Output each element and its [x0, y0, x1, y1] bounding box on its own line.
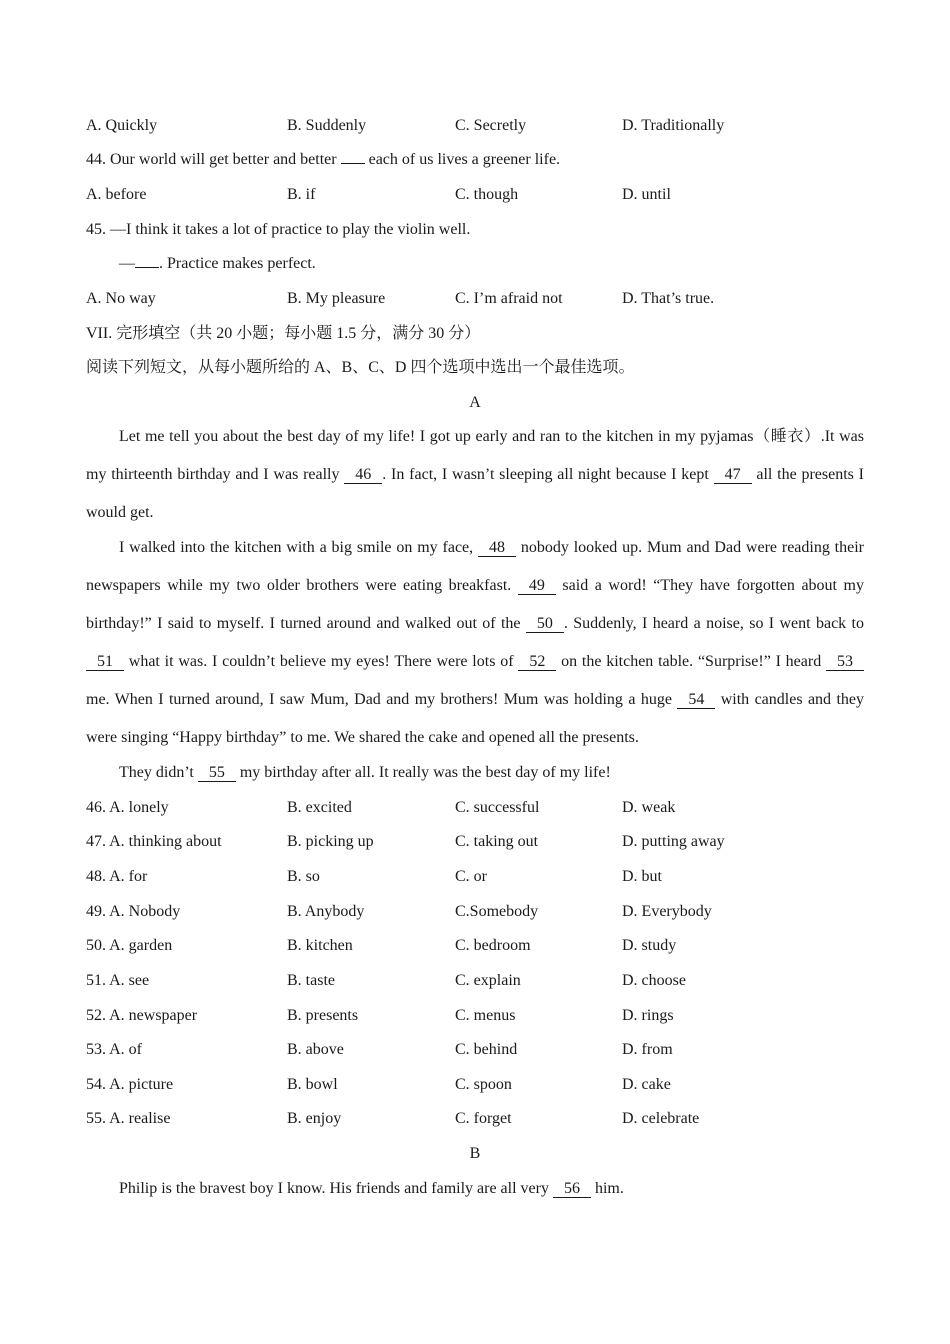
question-row — [86, 832, 864, 852]
q45-line2-end: . Practice makes perfect. — [159, 255, 316, 272]
blank-54: 54 — [677, 692, 715, 709]
q43-options — [86, 116, 864, 136]
q44-stem-start: 44. Our world will get better and better — [86, 151, 341, 168]
passage-b-label: B — [469, 1145, 481, 1162]
passage-text: Philip is the bravest boy I know. His friends and family are all very — [119, 1180, 553, 1197]
option-c: C. though — [455, 186, 519, 203]
option-c: C. I’m afraid not — [455, 290, 563, 307]
option-d: D. cake — [622, 1076, 671, 1093]
option-c: C. bedroom — [455, 937, 531, 954]
option-b: B. Anybody — [287, 903, 365, 920]
answer-blank — [135, 267, 159, 268]
option-a: 54. A. picture — [86, 1076, 174, 1093]
passage-text: all the presents I would get. — [86, 466, 864, 521]
option-c: C. menus — [455, 1007, 516, 1024]
option-b: B. kitchen — [287, 937, 353, 954]
blank-55: 55 — [198, 765, 236, 782]
option-a: 48. A. for — [86, 868, 148, 885]
option-d: D. celebrate — [622, 1110, 700, 1127]
question-row — [86, 867, 864, 887]
option-d: D. from — [622, 1041, 673, 1058]
blank-47: 47 — [714, 467, 752, 484]
option-c: C. forget — [455, 1110, 512, 1127]
option-d: D. Traditionally — [622, 117, 725, 134]
question-row — [86, 1075, 864, 1095]
blank-51: 51 — [86, 654, 124, 671]
passage-a-paragraph-2 — [86, 529, 864, 757]
question-row — [86, 1109, 864, 1129]
option-c: C. Secretly — [455, 117, 527, 134]
option-c: C. successful — [455, 799, 540, 816]
option-a: 47. A. thinking about — [86, 833, 222, 850]
option-d: D. Everybody — [622, 903, 712, 920]
option-b: B. presents — [287, 1007, 359, 1024]
question-row — [86, 1006, 864, 1026]
option-a: A. No way — [86, 290, 156, 307]
option-c: C. behind — [455, 1041, 518, 1058]
option-a: 55. A. realise — [86, 1110, 171, 1127]
passage-text: . In fact, I wasn’t sleeping all night because I kept — [382, 466, 714, 483]
option-a: 46. A. lonely — [86, 799, 169, 816]
passage-text: said a word! “They have forgotten about my birthday!” I said to myself. I turned around and walked out of the — [86, 577, 865, 632]
passage-text: nobody looked up. Mum and Dad were reading their newspapers while my two older brothers were eating breakfast. — [86, 539, 865, 594]
passage-a-paragraph-1 — [86, 418, 864, 532]
passage-text: me. When I turned around, I saw Mum, Dad and my brothers! Mum was holding a huge — [86, 691, 678, 708]
q44-options — [86, 185, 864, 205]
blank-46: 46 — [344, 467, 382, 484]
option-a: A. Quickly — [86, 117, 158, 134]
blank-56: 56 — [553, 1181, 591, 1198]
passage-a-label: A — [469, 394, 481, 411]
option-b: B. picking up — [287, 833, 374, 850]
q45-line1: 45. —I think it takes a lot of practice to play the violin well. — [86, 221, 471, 238]
option-d: D. rings — [622, 1007, 674, 1024]
option-b: B. enjoy — [287, 1110, 342, 1127]
passage-text: They didn’t — [119, 764, 198, 781]
blank-48: 48 — [478, 540, 516, 557]
option-d: D. weak — [622, 799, 676, 816]
option-b: B. so — [287, 868, 320, 885]
passage-text: I walked into the kitchen with a big smile on my face, — [119, 539, 478, 556]
passage-text: him. — [590, 1180, 624, 1197]
option-b: B. taste — [287, 972, 335, 989]
passage-b-paragraph-1 — [119, 1179, 624, 1199]
option-b: B. above — [287, 1041, 344, 1058]
section-heading: VII. 完形填空（共 20 小题；每小题 1.5 分，满分 30 分） — [86, 325, 481, 342]
passage-text: on the kitchen table. “Surprise!” I heard — [556, 653, 826, 670]
option-d: D. choose — [622, 972, 686, 989]
q45-options — [86, 289, 864, 309]
question-row — [86, 936, 864, 956]
option-c: C. or — [455, 868, 487, 885]
answer-blank — [341, 163, 365, 164]
q45-line2 — [119, 254, 316, 274]
blank-50: 50 — [526, 616, 564, 633]
question-row — [86, 902, 864, 922]
passage-text: Let me tell you about the best day of my life! I got up early and ran to the kitchen in my pyjamas（睡衣）.It was my thirteenth birthday and I was really — [86, 428, 864, 483]
blank-49: 49 — [518, 578, 556, 595]
option-b: B. if — [287, 186, 316, 203]
option-a: 51. A. see — [86, 972, 150, 989]
option-b: B. bowl — [287, 1076, 338, 1093]
option-b: B. My pleasure — [287, 290, 386, 307]
passage-text: my birthday after all. It really was the best day of my life! — [235, 764, 611, 781]
passage-a-paragraph-3 — [119, 763, 611, 783]
option-c: C. explain — [455, 972, 521, 989]
blank-53: 53 — [826, 654, 864, 671]
option-b: B. Suddenly — [287, 117, 367, 134]
q44-stem — [86, 150, 560, 170]
passage-text: . Suddenly, I heard a noise, so I went back to — [563, 615, 864, 632]
question-row — [86, 1040, 864, 1060]
option-a: 49. A. Nobody — [86, 903, 181, 920]
blank-52: 52 — [518, 654, 556, 671]
passage-text: what it was. I couldn’t believe my eyes! There were lots of — [124, 653, 519, 670]
section-instruction: 阅读下列短文，从每小题所给的 A、B、C、D 四个选项中选出一个最佳选项。 — [86, 359, 635, 376]
passage-text: with candles and they were singing “Happy birthday” to me. We shared the cake and opened all the presents. — [86, 691, 864, 746]
option-a: 50. A. garden — [86, 937, 173, 954]
option-c: C.Somebody — [455, 903, 539, 920]
option-d: D. putting away — [622, 833, 725, 850]
option-b: B. excited — [287, 799, 352, 816]
option-a: 52. A. newspaper — [86, 1007, 198, 1024]
option-d: D. study — [622, 937, 677, 954]
option-d: D. until — [622, 186, 671, 203]
question-row — [86, 798, 864, 818]
option-d: D. but — [622, 868, 662, 885]
q45-dash: — — [119, 255, 135, 272]
option-c: C. spoon — [455, 1076, 512, 1093]
question-row — [86, 971, 864, 991]
option-a: 53. A. of — [86, 1041, 142, 1058]
option-d: D. That’s true. — [622, 290, 715, 307]
option-c: C. taking out — [455, 833, 539, 850]
option-a: A. before — [86, 186, 147, 203]
q44-stem-end: each of us lives a greener life. — [364, 151, 561, 168]
